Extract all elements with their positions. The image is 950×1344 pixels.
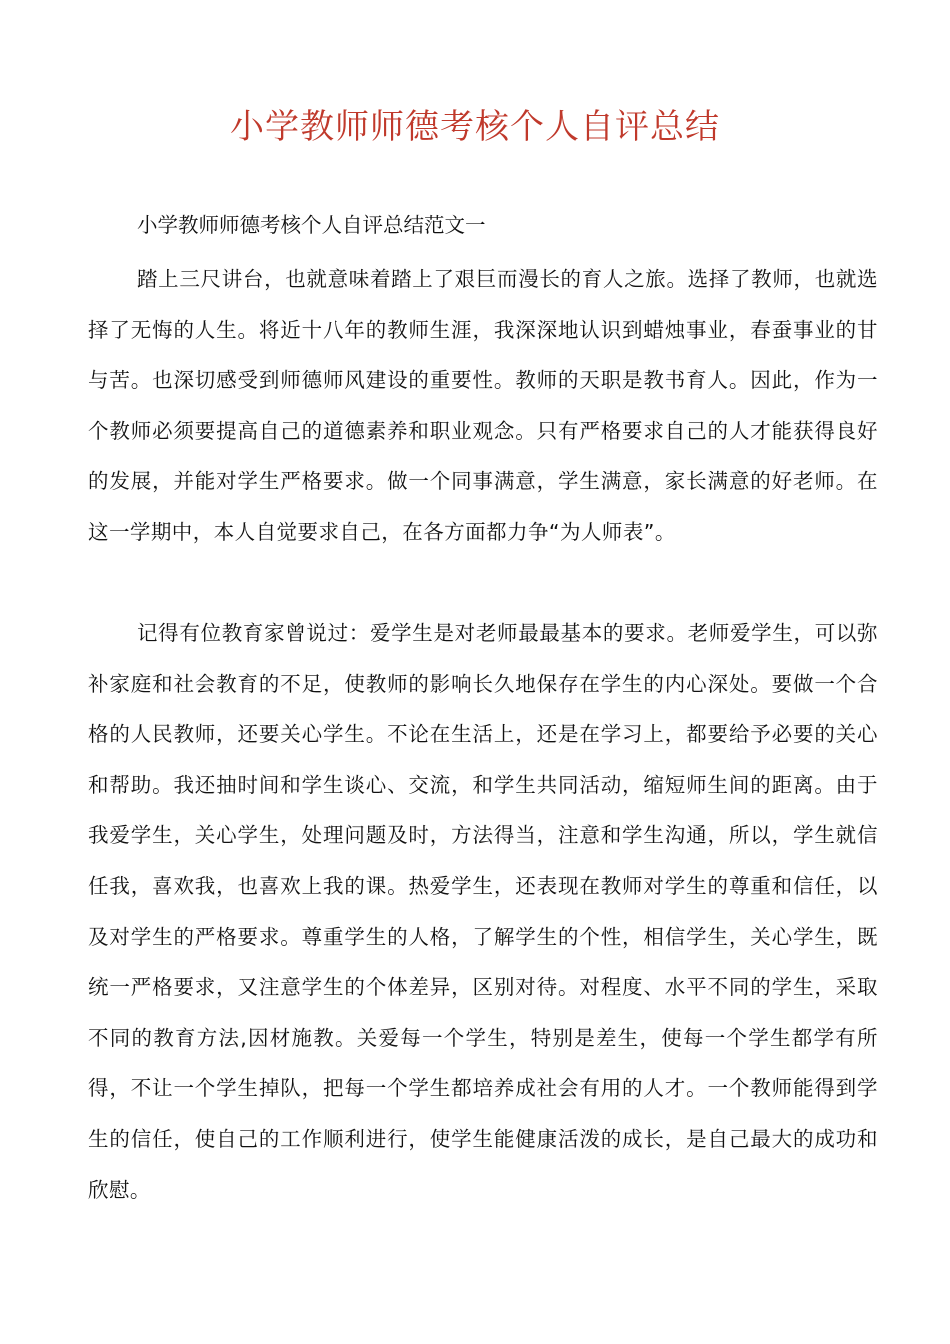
document-subheading: 小学教师师德考核个人自评总结范文一 [137, 213, 486, 237]
paragraph-2: 记得有位教育家曾说过：爱学生是对老师最最基本的要求。老师爱学生，可以弥补家庭和社会教育的不足，使教师的影响长久地保存在学生的内心深处。要做一个合格的人民教师，还要关心学生。不论在生活上，还是在学习上，都要给予必要的关心和帮助。我还抽时间和学生谈心、交流，和学生共同活动，缩短师生间的距离。由于我爱学生，关心学生，处理问题及时，方法得当，注意和学生沟通，所以，学生就信任我，喜欢我，也喜欢上我的课。热爱学生，还表现在教师对学生的尊重和信任，以及对学生的严格要求。尊重学生的人格，了解学生的个性，相信学生，关心学生，既统一严格要求，又注意学生的个体差异，区别对待。对程度、水平不同的学生，采取不同的教育方法,因材施教。关爱每一个学生，特别是差生，使每一个学生都学有所得，不让一个学生掉队，把每一个学生都培养成社会有用的人才。一个教师能得到学生的信任，使自己的工作顺利进行，使学生能健康活泼的成长，是自己最大的成功和欣慰。 [88, 621, 878, 1202]
paragraph-1: 踏上三尺讲台，也就意味着踏上了艰巨而漫长的育人之旅。选择了教师，也就选择了无悔的人生。将近十八年的教师生涯，我深深地认识到蜡烛事业，春蚕事业的甘与苦。也深切感受到师德师风建设的重要性。教师的天职是教书育人。因此，作为一个教师必须要提高自己的道德素养和职业观念。只有严格要求自己的人才能获得良好的发展，并能对学生严格要求。做一个同事满意，学生满意，家长满意的好老师。在这一学期中，本人自觉要求自己，在各方面都力争“为人师表”。 [88, 267, 878, 544]
document-title: 小学教师师德考核个人自评总结 [230, 107, 720, 147]
